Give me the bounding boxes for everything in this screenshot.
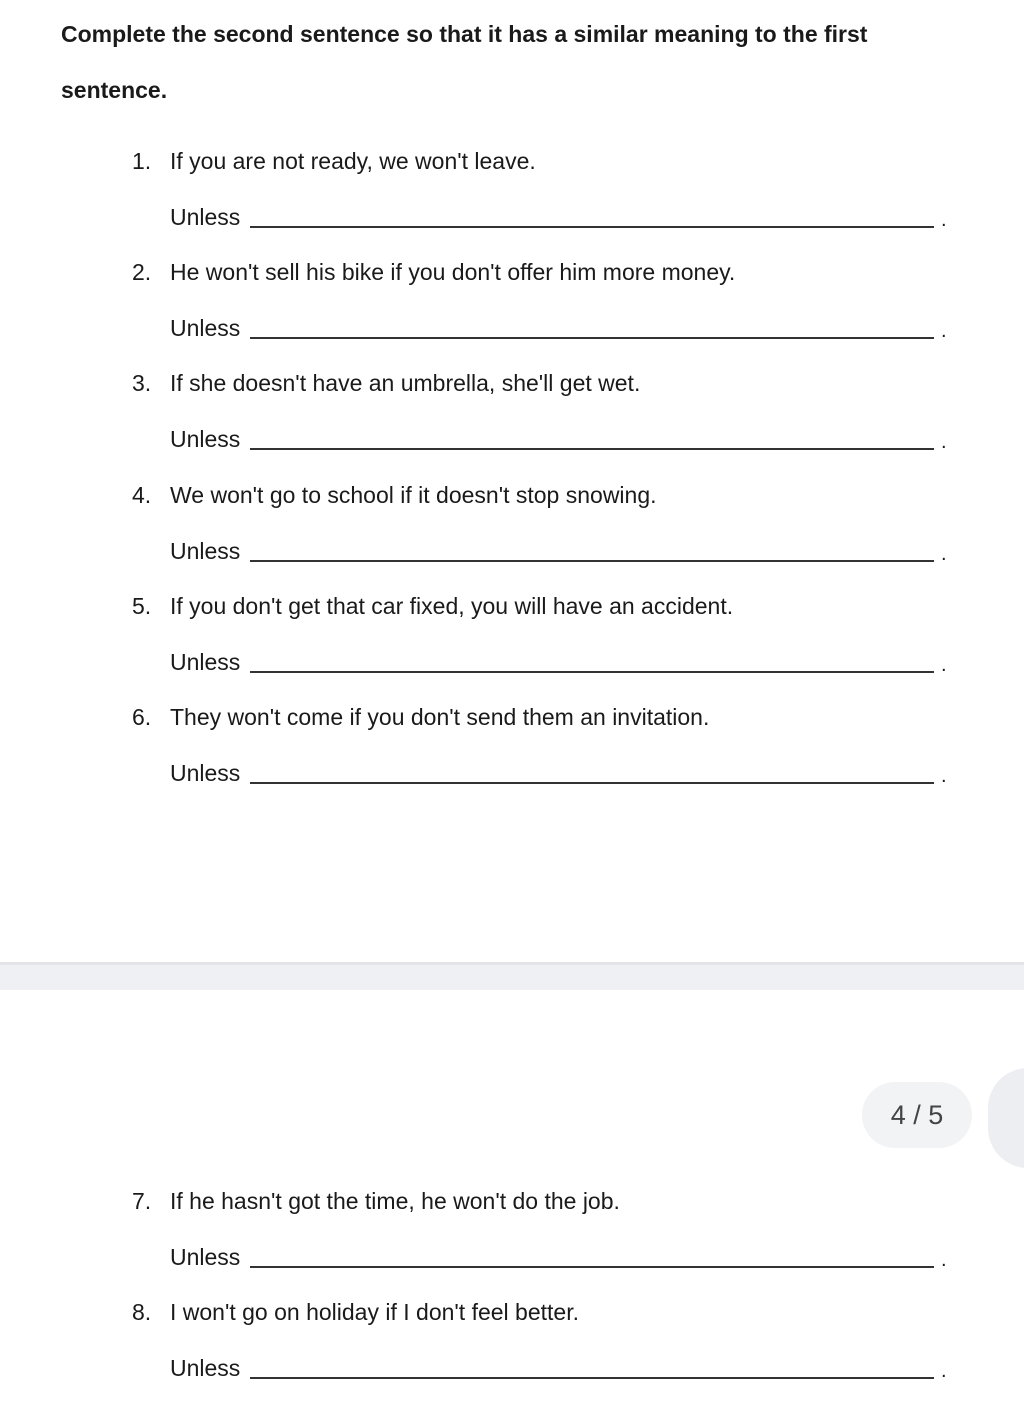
question-item — [0, 480, 1024, 591]
question-sentence: If she doesn't have an umbrella, she'll get wet. — [170, 370, 641, 396]
answer-prompt: Unless — [170, 1244, 241, 1270]
answer-blank[interactable] — [250, 448, 934, 450]
question-sentence: If you are not ready, we won't leave. — [170, 148, 536, 174]
question-number: 8. — [132, 1299, 152, 1325]
question-sentence: They won't come if you don't send them an invitation. — [170, 704, 710, 730]
document-page — [0, 990, 1024, 1401]
question-sentence: I won't go on holiday if I don't feel better. — [170, 1299, 579, 1325]
answer-full-stop: . — [941, 1360, 947, 1382]
question-item — [0, 591, 1024, 702]
answer-blank[interactable] — [250, 1377, 934, 1379]
question-item — [0, 1297, 1024, 1408]
answer-full-stop: . — [941, 320, 947, 342]
answer-blank[interactable] — [250, 782, 934, 784]
answer-blank[interactable] — [250, 226, 934, 228]
answer-full-stop: . — [941, 765, 947, 787]
question-number: 3. — [132, 370, 152, 396]
question-sentence: If he hasn't got the time, he won't do the job. — [170, 1188, 620, 1214]
answer-prompt: Unless — [170, 649, 241, 675]
answer-prompt: Unless — [170, 315, 241, 341]
answer-full-stop: . — [941, 1249, 947, 1271]
answer-prompt: Unless — [170, 204, 241, 230]
answer-full-stop: . — [941, 431, 947, 453]
question-sentence: If you don't get that car fixed, you will have an accident. — [170, 593, 734, 619]
answer-prompt: Unless — [170, 1355, 241, 1381]
question-item — [0, 257, 1024, 368]
page-indicator: 4 / 5 — [862, 1082, 972, 1148]
question-number: 7. — [132, 1188, 152, 1214]
answer-prompt: Unless — [170, 760, 241, 786]
question-item — [0, 702, 1024, 813]
answer-blank[interactable] — [250, 671, 934, 673]
question-number: 6. — [132, 704, 152, 730]
page-separator — [0, 962, 1024, 990]
answer-full-stop: . — [941, 543, 947, 565]
answer-full-stop: . — [941, 209, 947, 231]
answer-prompt: Unless — [170, 426, 241, 452]
question-item — [0, 1186, 1024, 1297]
question-item — [0, 368, 1024, 479]
answer-prompt: Unless — [170, 538, 241, 564]
answer-blank[interactable] — [250, 560, 934, 562]
answer-blank[interactable] — [250, 1266, 934, 1268]
question-number: 5. — [132, 593, 152, 619]
answer-blank[interactable] — [250, 337, 934, 339]
instruction-heading: Complete the second sentence so that it has a similar meaning to the first sentence. — [61, 21, 868, 103]
question-number: 4. — [132, 482, 152, 508]
question-number: 2. — [132, 259, 152, 285]
question-item — [0, 146, 1024, 257]
question-number: 1. — [132, 148, 152, 174]
answer-full-stop: . — [941, 654, 947, 676]
question-sentence: He won't sell his bike if you don't offer him more money. — [170, 259, 736, 285]
question-sentence: We won't go to school if it doesn't stop snowing. — [170, 482, 657, 508]
